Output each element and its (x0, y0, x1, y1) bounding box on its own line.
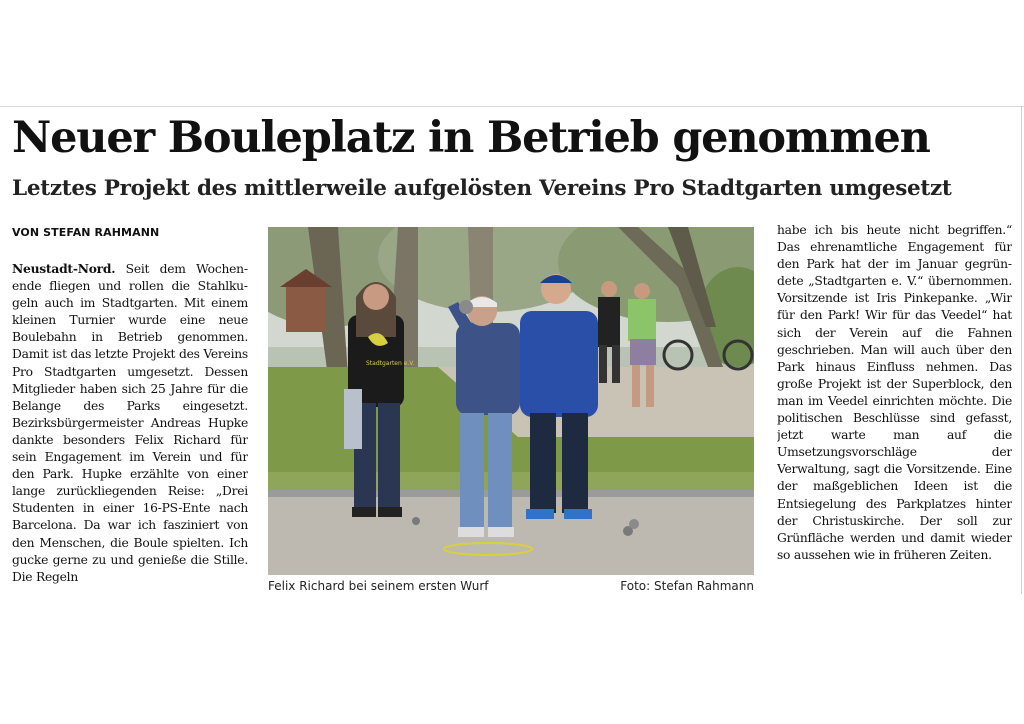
subheadline: Letztes Projekt des mittlerweile aufgelösten Vereins Pro Stadtgarten umgesetzt (12, 176, 952, 201)
dateline: Neustadt-Nord. (12, 261, 116, 276)
page-top-rule (0, 106, 1024, 107)
article-photo (268, 227, 754, 575)
column-3-text: habe ich bis heute nicht begriffen.“ Das ehrenamtliche Engagement für den Park hat der im Januar gegründete „Stadtgarten e. V.“ übernommen. Vorsitzende ist Iris Pinkepanke. „Wir für den Park! Wir für das Veedel“ hat sich der Verein auf die Fahnen geschrieben. Man will auch über den Park hinaus Einfluss nehmen. Das große Projekt ist der Superblock, den man im Veedel einrichten möchte. Die politischen Beschlüsse sind gefasst, jetzt warte man auf die Umsetzungsvorschläge der Verwaltung, sagt die Vorsitzende. Eine der maßgeblichen Ideen ist die Entsiegelung des Parkplatzes hinter der Christuskirche. Der soll zur Grünfläche werden und damit wieder so aussehen wie in früheren Zeiten. (777, 223, 1012, 562)
article-column-1 (12, 260, 248, 600)
byline: VON STEFAN RAHMANN (12, 226, 160, 239)
photo-credit: Foto: Stefan Rahmann (620, 579, 754, 593)
column-1-text: Seit dem Wochenende fliegen und rollen die Stahlkugeln auch im Stadtgarten. Mit einem kleinen Turnier wurde eine neue Boulebahn in Betrieb genommen. Damit ist das letzte Projekt des Vereins Pro Stadtgarten umgesetzt. Dessen Mitglieder haben sich 25 Jahre für die Belange des Parks eingesetzt. Bezirksbürgermeister Andreas Hupke dankte besonders Felix Richard für sein Engagement im Verein und für den Park. Hupke erzählte von einer lange zurückliegenden Reise: „Drei Studenten in einer 16-PS-Ente nach Barcelona. Da war ich fasziniert von den Menschen, die Boule spielten. Ich gucke gerne zu und genieße die Stille. Die Regeln (12, 262, 248, 584)
boule-players-photo (268, 227, 754, 575)
shirt-lettering: Stadtgarten e.V. (366, 360, 415, 367)
page-right-rule (1021, 106, 1022, 594)
headline: Neuer Bouleplatz in Betrieb genommen (12, 113, 930, 163)
photo-caption: Felix Richard bei seinem ersten Wurf (268, 579, 489, 593)
column-1-paragraph (12, 260, 248, 586)
article-column-3 (777, 222, 1012, 597)
